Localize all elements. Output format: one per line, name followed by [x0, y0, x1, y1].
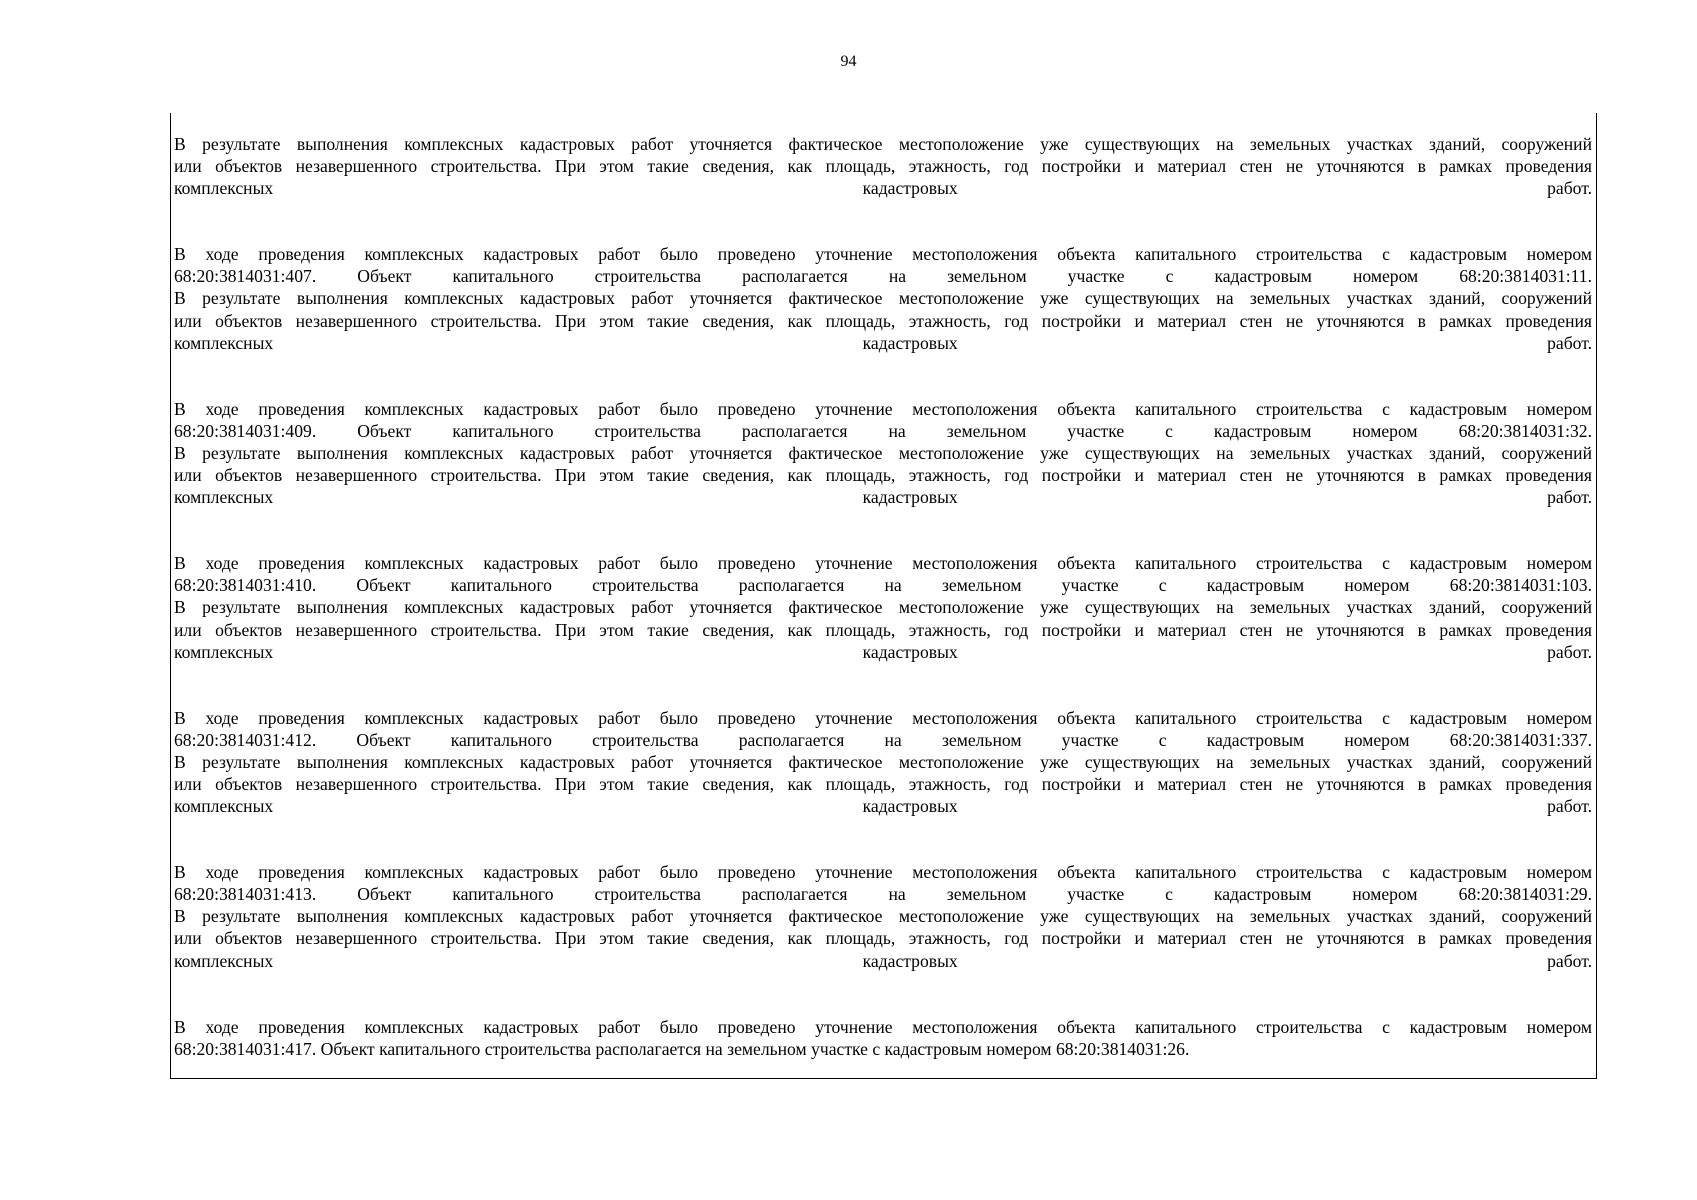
text-line: комплексных кадастровых работ. — [174, 796, 1592, 817]
paragraph-block — [174, 861, 1592, 971]
text-line: 68:20:3814031:413. Объект капитального строительства располагается на земельном участке с кадастровым номером 68:20:3814031:29. — [174, 884, 1592, 905]
text-line: комплексных кадастровых работ. — [174, 487, 1592, 508]
page-number: 94 — [840, 53, 857, 70]
text-line: или объектов незавершенного строительства. При этом такие сведения, как площадь, этажность, год постройки и материал стен не уточняются в рамках проведения — [174, 156, 1592, 177]
document-body — [174, 133, 1592, 1104]
text-line: В результате выполнения комплексных кадастровых работ уточняется фактическое местоположение уже существующих на земельных участках зданий, сооружений — [174, 906, 1592, 927]
text-line: комплексных кадастровых работ. — [174, 332, 1592, 353]
paragraph-block — [174, 1016, 1592, 1060]
text-line: 68:20:3814031:412. Объект капитального строительства располагается на земельном участке с кадастровым номером 68:20:3814031:337. — [174, 729, 1592, 750]
text-line: В результате выполнения комплексных кадастровых работ уточняется фактическое местоположение уже существующих на земельных участках зданий, сооружений — [174, 134, 1592, 154]
paragraph-block — [174, 707, 1592, 817]
text-line: комплексных кадастровых работ. — [174, 641, 1592, 662]
text-line: комплексных кадастровых работ. — [174, 178, 1592, 199]
text-line: В результате выполнения комплексных кадастровых работ уточняется фактическое местоположение уже существующих на земельных участках зданий, сооружений — [174, 288, 1592, 309]
text-line: 68:20:3814031:417. Объект капитального строительства располагается на земельном участке с кадастровым номером 68:20:3814031:26. — [174, 1038, 1190, 1059]
table-cell-frame — [170, 113, 1597, 1079]
text-line: В ходе проведения комплексных кадастровых работ было проведено уточнение местоположения объекта капитального строительства с кадастровым номером — [174, 862, 1592, 883]
text-line: или объектов незавершенного строительства. При этом такие сведения, как площадь, этажность, год постройки и материал стен не уточняются в рамках проведения — [174, 619, 1592, 640]
text-line: 68:20:3814031:407. Объект капитального строительства располагается на земельном участке с кадастровым номером 68:20:3814031:11. — [174, 266, 1592, 287]
paragraph-block — [174, 243, 1592, 353]
text-line: В ходе проведения комплексных кадастровых работ было проведено уточнение местоположения объекта капитального строительства с кадастровым номером — [174, 244, 1592, 265]
text-line: или объектов незавершенного строительства. При этом такие сведения, как площадь, этажность, год постройки и материал стен не уточняются в рамках проведения — [174, 773, 1592, 794]
text-line: 68:20:3814031:409. Объект капитального строительства располагается на земельном участке с кадастровым номером 68:20:3814031:32. — [174, 420, 1592, 441]
text-line: или объектов незавершенного строительства. При этом такие сведения, как площадь, этажность, год постройки и материал стен не уточняются в рамках проведения — [174, 928, 1592, 949]
text-line: В ходе проведения комплексных кадастровых работ было проведено уточнение местоположения объекта капитального строительства с кадастровым номером — [174, 553, 1592, 574]
text-line: В ходе проведения комплексных кадастровых работ было проведено уточнение местоположения объекта капитального строительства с кадастровым номером — [174, 398, 1592, 419]
text-line: комплексных кадастровых работ. — [174, 950, 1592, 971]
text-line: В ходе проведения комплексных кадастровых работ было проведено уточнение местоположения объекта капитального строительства с кадастровым номером — [174, 1016, 1592, 1037]
text-line: В результате выполнения комплексных кадастровых работ уточняется фактическое местоположение уже существующих на земельных участках зданий, сооружений — [174, 751, 1592, 772]
text-line: В ходе проведения комплексных кадастровых работ было проведено уточнение местоположения объекта капитального строительства с кадастровым номером — [174, 707, 1592, 728]
text-line: В результате выполнения комплексных кадастровых работ уточняется фактическое местоположение уже существующих на земельных участках зданий, сооружений — [174, 442, 1592, 463]
paragraph-block — [174, 552, 1592, 662]
paragraph-block — [174, 398, 1592, 508]
text-line: или объектов незавершенного строительства. При этом такие сведения, как площадь, этажность, год постройки и материал стен не уточняются в рамках проведения — [174, 465, 1592, 486]
text-line: В результате выполнения комплексных кадастровых работ уточняется фактическое местоположение уже существующих на земельных участках зданий, сооружений — [174, 597, 1592, 618]
text-line: 68:20:3814031:410. Объект капитального строительства располагается на земельном участке с кадастровым номером 68:20:3814031:103. — [174, 575, 1592, 596]
text-line: или объектов незавершенного строительства. При этом такие сведения, как площадь, этажность, год постройки и материал стен не уточняются в рамках проведения — [174, 310, 1592, 331]
paragraph-block — [174, 133, 1592, 199]
